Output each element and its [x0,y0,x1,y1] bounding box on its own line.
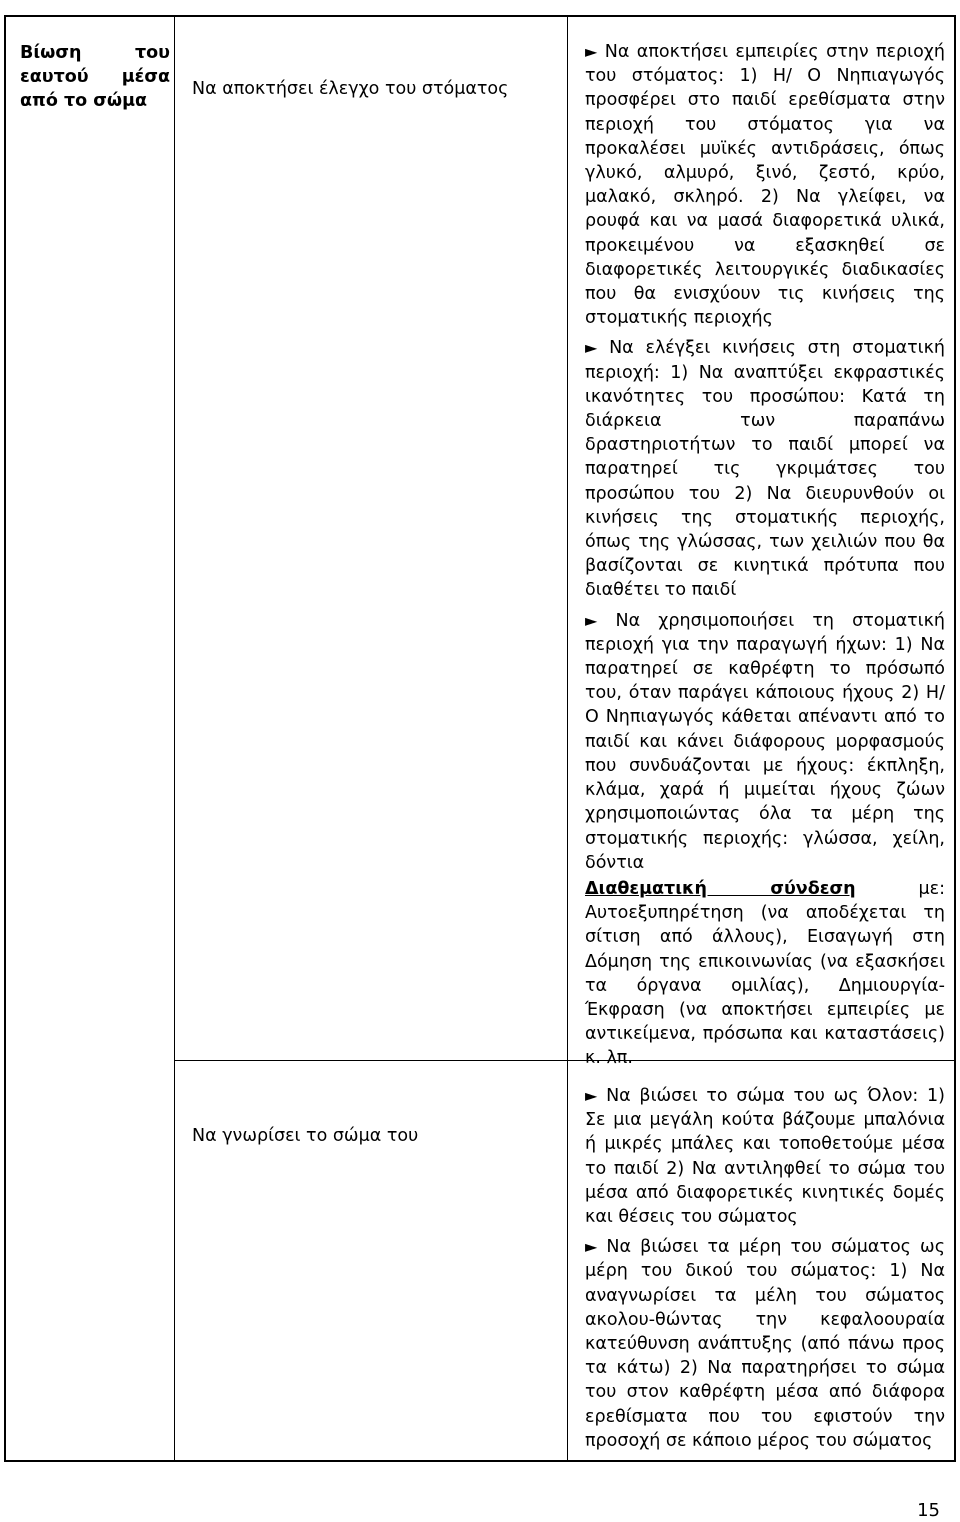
arrow-right-icon: ► [585,1237,598,1257]
domain-title: Βίωση του εαυτού μέσα από το σώμα [20,43,170,112]
cross-curricular-text: με: Αυτοεξυπηρέτηση (να αποδέχεται τη σίτιση από άλλους), Εισαγωγή στη Δόμηση της επικοινωνίας (να εξασκήσει τα όργανα ομιλίας), Δημιουργία-Έκφραση (να αποκτήσει εμπειρίες με αντικείμενα, πρόσωπα και καταστάσεις) κ. λπ. [585,879,945,1069]
activity-item: ► Να βιώσει το σώμα του ως Όλον: 1) Σε μια μεγάλη κούτα βάζουμε μπαλόνια ή μικρές μπάλες και τοποθετούμε μέσα το παιδί 2) Να αντιληφθεί το σώμα του μέσα από διαφορετικές κινητικές δομές και θέσεις του σώματος [585,1086,945,1228]
activity-item: ► Να χρησιμοποιήσει τη στοματική περιοχή για την παραγωγή ήχων: 1) Να παρατηρεί σε καθρέφτη το πρόσωπό του, όταν παράγει κάποιους ήχους 2) Η/ Ο Νηπιαγωγός κάθεται απέναντι από το παιδί και κάνει διάφορους μορφασμούς που συνδυάζονται με ήχους: έκπληξη, κλάμα, χαρά ή μιμείται ήχους ζώων χρησιμοποιώντας όλα τα μέρη της στοματικής περιοχής: γλώσσα, χείλη, δόντια [585,610,945,873]
table-border-top [4,15,956,17]
table-border-left [4,15,6,1462]
arrow-right-icon: ► [585,1086,598,1105]
column-divider-2 [567,15,568,1462]
table-border-right [954,15,956,1462]
arrow-right-icon: ► [585,610,598,630]
cross-curricular-note [585,877,945,1077]
activity-item: ► Να βιώσει τα μέρη του σώματος ως μέρη του δικού του σώματος: 1) Να αναγνωρίσει τα μέλη του σώματος ακολου-θώντας την κεφαλοουραία κατεύθυνση ανάπτυξης (από πάνω προς τα κάτω) 2) Να παρατηρήσει το σώμα του στον καθρέφτη μέσα από διάφορα ερεθίσματα που του εφιστούν την προσοχή σε κάποιο μέρος του σώματος [585,1237,945,1451]
page-number: 15 [917,1500,940,1521]
arrow-right-icon: ► [585,42,598,61]
cross-curricular-label: Διαθεματική σύνδεση [585,879,856,899]
domain-cell [20,41,170,114]
activities-cell-mouth [585,40,945,881]
arrow-right-icon: ► [585,338,598,358]
goal-cell-mouth-control: Να αποκτήσει έλεγχο του στόματος [192,79,509,99]
activities-cell-body [585,1084,945,1459]
activity-item: ► Να ελέγξει κινήσεις στη στοματική περιοχή: 1) Να αναπτύξει εκφραστικές ικανότητες του προσώπου: Κατά τη διάρκεια των παραπάνω δραστηριοτήτων το παιδί μπορεί να παρατηρεί τις γκριμάτσες του προσώπου του 2) Να διευρυνθούν οι κινήσεις της στοματικής περιοχής, όπως της γλώσσας, των χειλιών που θα βασίζονται σε κινητικά πρότυπα που διαθέτει το παιδί [585,338,945,601]
table-border-bottom [4,1460,956,1462]
activity-item: ► Να αποκτήσει εμπειρίες στην περιοχή του στόματος: 1) Η/ Ο Νηπιαγωγός προσφέρει στο παιδί ερεθίσματα στην περιοχή του στόματος για να προκαλέσει μυϊκές αντιδράσεις, όπως γλυκό, αλμυρό, ξινό, ζεστό, κρύο, μαλακό, σκληρό. 2) Να γλείφει, να ρουφά και να μασά διαφορετικά υλικά, προκειμένου να εξασκηθεί σε διαφορετικές λειτουργικές διαδικασίες που θα ενισχύουν τις κινήσεις της στοματικής περιοχής [585,42,945,329]
goal-cell-body-knowledge: Να γνωρίσει το σώμα του [192,1126,419,1146]
column-divider-1 [174,15,175,1462]
